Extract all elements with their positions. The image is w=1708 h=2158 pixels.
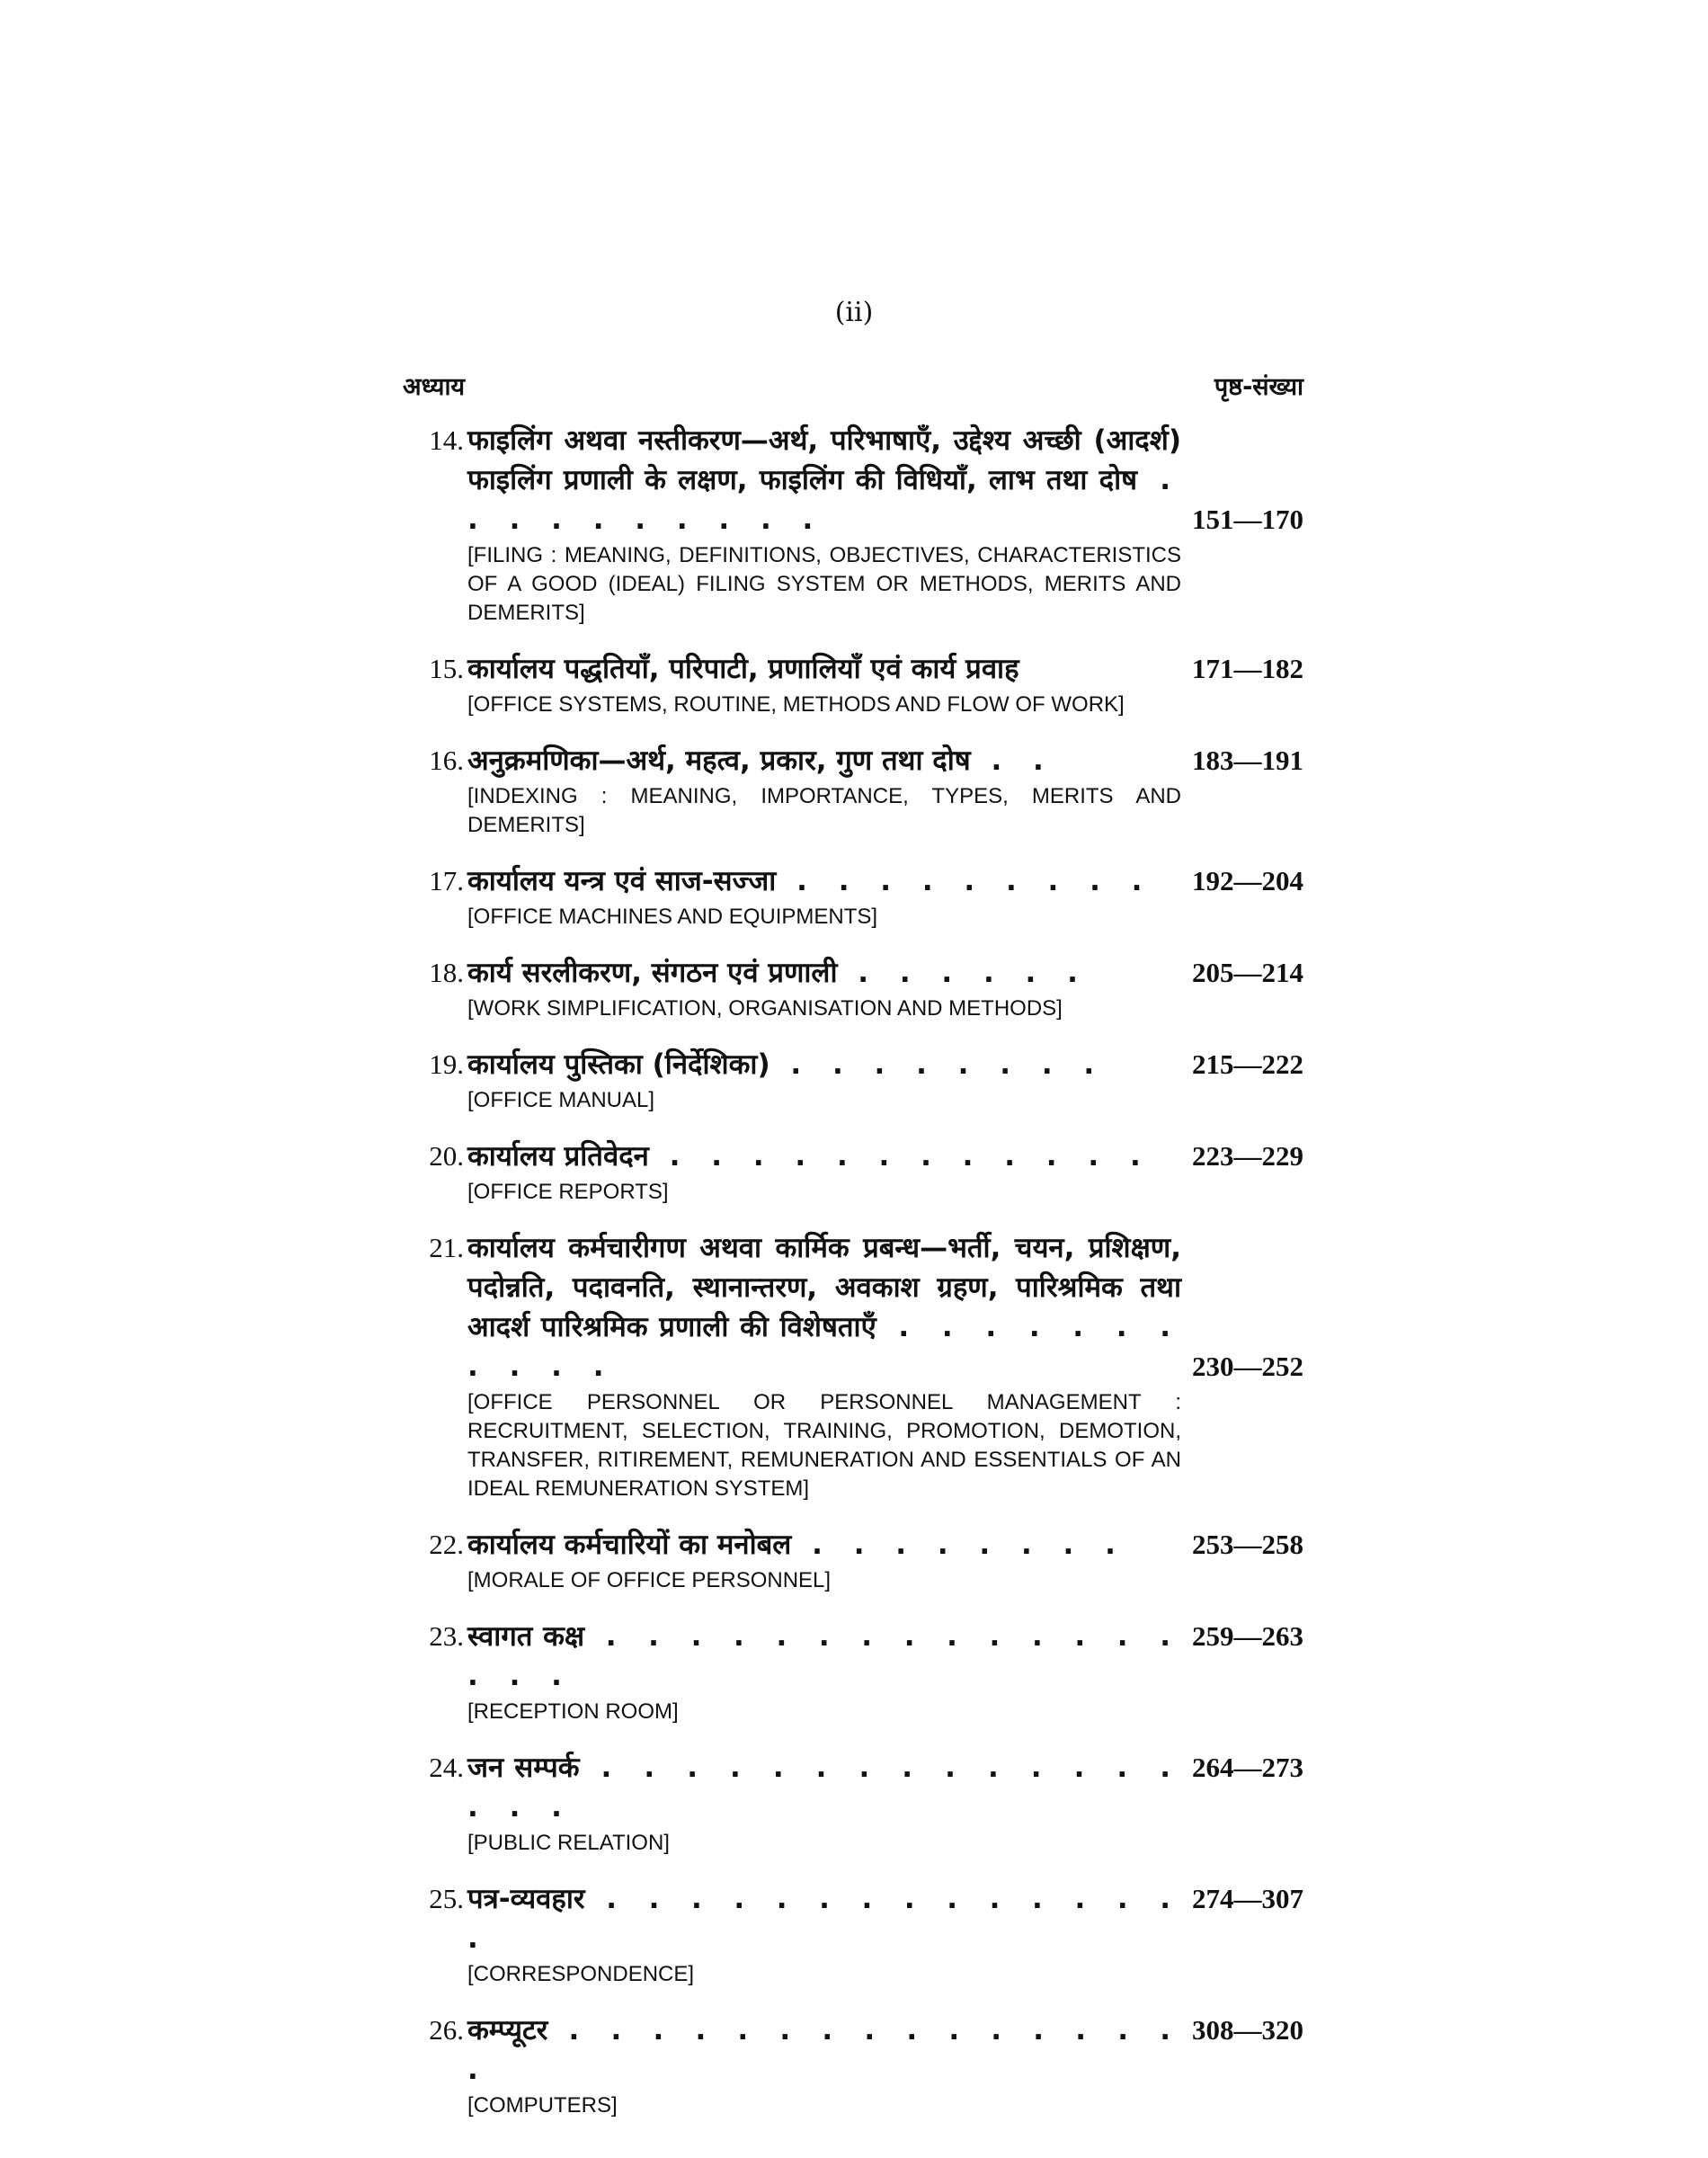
toc-entry[interactable] [403,1045,1303,1115]
chapter-number: 25. [429,1883,464,1914]
page-range: 205—214 [1192,957,1303,988]
chapter-title-english: [OFFICE MACHINES AND EQUIPMENTS] [467,905,878,929]
chapter-title-english: [INDEXING : MEANING, IMPORTANCE, TYPES, MERITS AND DEMERITS] [467,784,1181,837]
chapter-number: 15. [429,653,464,684]
toc-entry[interactable] [403,861,1303,932]
chapter-title-english: [OFFICE PERSONNEL OR PERSONNEL MANAGEMENT : RECRUITMENT, SELECTION, TRAINING, PROMOTION, DEMOTION, TRANSFER, RITIREMENT, REMUNERATION AND ESSENTIALS OF AN IDEAL REMUNERATION SYSTEM] [467,1390,1181,1501]
toc-entry[interactable] [403,953,1303,1023]
chapter-title-english: [FILING : MEANING, DEFINITIONS, OBJECTIVES, CHARACTERISTICS OF A GOOD (IDEAL) FILING SYSTEM OR METHODS, MERITS AND DEMERITS] [467,543,1181,625]
toc-entry[interactable] [403,1617,1303,1726]
chapter-title-english: [OFFICE REPORTS] [467,1180,669,1204]
toc-entry[interactable] [403,1525,1303,1595]
page-range: 151—170 [1192,504,1303,535]
chapter-number: 24. [429,1752,464,1783]
chapter-title-hindi: फाइलिंग अथवा नस्तीकरण—अर्थ, परिभाषाएँ, उद्देश्य अच्छी (आदर्श) फाइलिंग प्रणाली के लक्षण, फाइलिंग की विधियाँ, लाभ तथा दोष . . . . . . . . . . [467,424,1181,536]
chapter-column-header: अध्याय [403,373,466,401]
chapter-title-english: [COMPUTERS] [467,2093,618,2118]
chapter-number: 18. [429,957,464,988]
chapter-title-english: [WORK SIMPLIFICATION, ORGANISATION AND METHODS] [467,996,1063,1021]
chapter-title-english: [MORALE OF OFFICE PERSONNEL] [467,1568,832,1592]
chapter-title-hindi: कार्यालय यन्त्र एवं साज-सज्जा . . . . . . . . . [467,865,1153,897]
page-range: 171—182 [1192,653,1303,684]
chapter-title-hindi: कार्यालय कर्मचारीगण अथवा कार्मिक प्रबन्ध—भर्ती, चयन, प्रशिक्षण, पदोन्नति, पदावनति, स्थानान्तरण, अवकाश ग्रहण, पारिश्रमिक तथा आदर्श पारिश्रमिक प्रणाली की विशेषताएँ . . . . . . . . . . . [467,1232,1182,1383]
chapter-title-english: [PUBLIC RELATION] [467,1831,670,1855]
toc-entry[interactable] [403,1879,1303,1989]
toc-entry[interactable] [403,1748,1303,1858]
toc-entry[interactable] [403,2011,1303,2120]
page-column-header: पृष्ठ-संख्या [1214,373,1303,401]
page-range: 223—229 [1192,1140,1303,1172]
page-number: (ii) [834,297,874,328]
toc-entry[interactable] [403,421,1303,628]
chapter-number: 22. [429,1529,464,1560]
toc-entry[interactable] [403,649,1303,719]
page-range: 274—307 [1192,1883,1303,1914]
chapter-number: 14. [429,424,464,456]
chapter-title-hindi: कार्यालय पद्धतियाँ, परिपाटी, प्रणालियाँ एवं कार्य प्रवाह [467,653,1019,685]
chapter-title-hindi: जन सम्पर्क . . . . . . . . . . . . . . . . . [467,1752,1181,1824]
table-of-contents [403,421,1303,2142]
page-range: 253—258 [1192,1529,1303,1560]
chapter-title-hindi: कम्प्यूटर . . . . . . . . . . . . . . . . [467,2014,1181,2086]
page-range: 192—204 [1192,865,1303,896]
chapter-title-hindi: अनुक्रमणिका—अर्थ, महत्व, प्रकार, गुण तथा दोष . . [467,745,1054,777]
page-range: 215—222 [1192,1048,1303,1080]
toc-entry[interactable] [403,1228,1303,1503]
chapter-title-hindi: कार्यालय पुस्तिका (निर्देशिका) . . . . . . . . [467,1048,1106,1081]
chapter-number: 16. [429,745,464,776]
toc-entry[interactable] [403,741,1303,840]
chapter-title-hindi: पत्र-व्यवहार . . . . . . . . . . . . . . . [467,1883,1181,1955]
chapter-number: 19. [429,1048,464,1080]
chapter-title-english: [CORRESPONDENCE] [467,1962,695,1986]
page-range: 308—320 [1192,2014,1303,2046]
chapter-title-hindi: कार्य सरलीकरण, संगठन एवं प्रणाली . . . . . . [467,957,1089,989]
page-range: 264—273 [1192,1752,1303,1783]
chapter-title-english: [OFFICE SYSTEMS, ROUTINE, METHODS AND FLOW OF WORK] [467,692,1125,717]
chapter-title-english: [OFFICE MANUAL] [467,1088,655,1112]
page-range: 259—263 [1192,1620,1303,1652]
chapter-number: 26. [429,2014,464,2046]
chapter-title-hindi: स्वागत कक्ष . . . . . . . . . . . . . . . . . [467,1620,1181,1692]
page-range: 183—191 [1192,745,1303,776]
chapter-number: 21. [429,1232,464,1263]
chapter-number: 23. [429,1620,464,1652]
toc-entry[interactable] [403,1137,1303,1207]
chapter-number: 20. [429,1140,464,1172]
chapter-title-english: [RECEPTION ROOM] [467,1699,679,1724]
chapter-title-hindi: कार्यालय प्रतिवेदन . . . . . . . . . . . . [467,1140,1152,1173]
chapter-title-hindi: कार्यालय कर्मचारियों का मनोबल . . . . . . . . [467,1529,1126,1561]
page-range: 230—252 [1192,1351,1303,1382]
chapter-number: 17. [429,865,464,896]
